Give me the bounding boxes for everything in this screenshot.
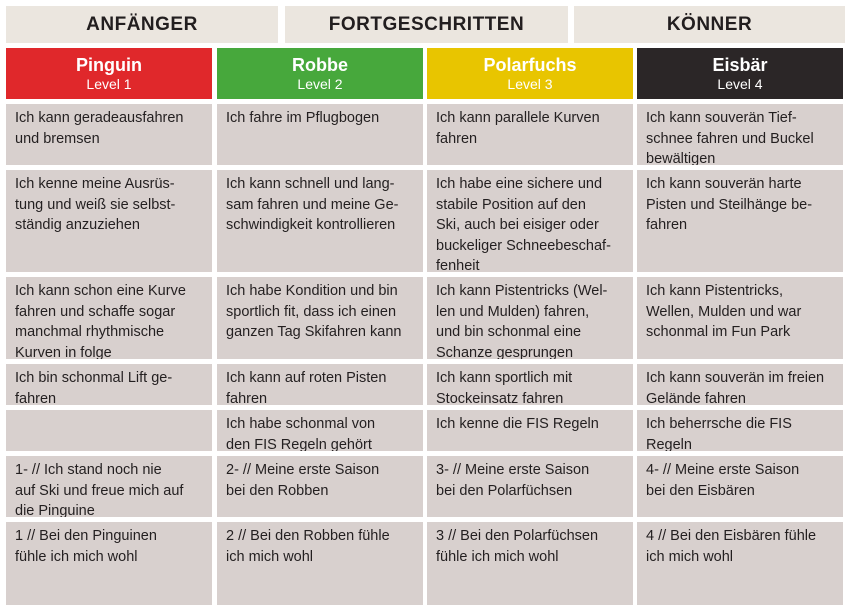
category-beginner: ANFÄNGER [6, 6, 278, 43]
skill-text-line: 1- // Ich stand noch nie [15, 462, 162, 478]
skill-text-line: sam fahren und meine Ge- [226, 196, 399, 213]
skill-text-line: bei den Polarfüchsen [436, 482, 573, 499]
skill-text-line: ständig anzuziehen [15, 217, 140, 233]
skill-cell-robbe [217, 456, 423, 517]
skill-cell-polarfuchs [427, 410, 633, 451]
skill-text-line: Regeln [646, 436, 692, 451]
level-header-robbe [217, 48, 423, 99]
skill-text-line: Wellen, Mulden und war [646, 303, 802, 320]
skill-text-line: Ich habe schonmal von [226, 416, 376, 432]
skill-text-line: schwindigkeit kontrollieren [226, 217, 396, 233]
skill-text-line: und bin schonmal eine [436, 324, 582, 340]
skill-text-line: bewältigen [646, 151, 716, 165]
skill-text-line: fahren und schaffe sogar [15, 303, 176, 320]
skill-text-line: Ich kenne die FIS Regeln [436, 416, 599, 432]
skill-cell-pinguin [6, 410, 212, 451]
skill-text-line: Ich kann souverän harte [646, 176, 802, 192]
level-name: Robbe [292, 55, 348, 76]
level-number: Level 2 [297, 75, 343, 92]
skill-text-line: Ich kann schon eine Kurve [15, 283, 186, 299]
skill-text-line: Stockeinsatz fahren [436, 390, 564, 405]
skill-text-line: Pisten und Steilhänge be- [646, 196, 813, 213]
category-advanced: FORTGESCHRITTEN [285, 6, 568, 43]
skill-text-line: Ich kann schnell und lang- [226, 176, 395, 192]
category-expert: KÖNNER [574, 6, 845, 43]
skill-cell-eisbaer [637, 522, 843, 605]
level-number: Level 1 [86, 75, 132, 92]
level-header-polarfuchs [427, 48, 633, 99]
skill-cell-robbe [217, 410, 423, 451]
skill-text-line: die Pinguine [15, 503, 95, 517]
skill-cell-eisbaer [637, 104, 843, 165]
skill-text-line: tung und weiß sie selbst- [15, 196, 176, 213]
skill-text-line: Schanze gesprungen [436, 344, 574, 359]
skill-text-line: schonmal im Fun Park [646, 324, 791, 340]
skill-cell-polarfuchs [427, 277, 633, 359]
skill-text-line: Ich kann Pistentricks, [646, 283, 783, 299]
skill-text-line: sportlich fit, dass ich einen [226, 303, 397, 320]
skill-text-line: Ich kann sportlich mit [436, 370, 573, 386]
skill-cell-polarfuchs [427, 364, 633, 405]
skill-text-line: buckeliger Schneebeschaf- [436, 237, 611, 254]
skill-text-line: 2- // Meine erste Saison [226, 462, 380, 478]
skill-cell-polarfuchs [427, 170, 633, 272]
skill-text-line: 4 // Bei den Eisbären fühle [646, 528, 817, 544]
skill-text-line: 1 // Bei den Pinguinen [15, 528, 157, 544]
skill-text-line: und bremsen [15, 130, 100, 147]
skill-text-line: Ski, auch bei eisiger oder [436, 217, 599, 233]
skill-cell-eisbaer [637, 410, 843, 451]
level-name: Polarfuchs [483, 55, 577, 76]
skill-cell-robbe [217, 522, 423, 605]
skill-text-line: bei den Robben [226, 482, 329, 499]
skill-text-line: Ich habe Kondition und bin [226, 283, 398, 299]
skill-text-line: Ich kann parallele Kurven [436, 110, 600, 126]
skill-text-line: fühle ich mich wohl [15, 548, 138, 565]
skill-cell-eisbaer [637, 456, 843, 517]
skill-cell-robbe [217, 277, 423, 359]
level-number: Level 3 [507, 75, 553, 92]
skill-cell-robbe [217, 364, 423, 405]
skill-text-line: Ich beherrsche die FIS [646, 416, 792, 432]
skill-cell-eisbaer [637, 170, 843, 272]
skill-text-line: ich mich wohl [646, 548, 734, 565]
skill-text-line: Ich kann auf roten Pisten [226, 370, 387, 386]
skill-text-line: fenheit [436, 258, 480, 272]
skill-text-line: fühle ich mich wohl [436, 548, 559, 565]
skill-text-line: Ich fahre im Pflugbogen [226, 110, 380, 126]
skill-text-line: Ich kann souverän im freien [646, 370, 825, 386]
skill-cell-pinguin [6, 364, 212, 405]
skill-cell-polarfuchs [427, 522, 633, 605]
skill-cell-robbe [217, 104, 423, 165]
skill-text-line: schnee fahren und Buckel [646, 130, 814, 147]
skill-text-line: 3- // Meine erste Saison [436, 462, 590, 478]
skill-text-line: Ich kenne meine Ausrüs- [15, 176, 175, 192]
skill-text-line: bei den Eisbären [646, 482, 755, 499]
skill-text-line: ich mich wohl [226, 548, 314, 565]
skill-text-line: Ich kann Pistentricks (Wel- [436, 283, 608, 299]
skill-cell-eisbaer [637, 364, 843, 405]
skill-cell-eisbaer [637, 277, 843, 359]
skill-cell-polarfuchs [427, 104, 633, 165]
skill-text-line: 3 // Bei den Polarfüchsen [436, 528, 599, 544]
skill-cell-robbe [217, 170, 423, 272]
skill-cell-pinguin [6, 456, 212, 517]
skill-text-line: Ich kann souverän Tief- [646, 110, 797, 126]
skill-cell-pinguin [6, 170, 212, 272]
level-header-pinguin [6, 48, 212, 99]
skill-text-line: fahren [15, 390, 57, 405]
skill-text-line: Ich habe eine sichere und [436, 176, 603, 192]
level-header-eisbaer [637, 48, 843, 99]
skill-text-line: Gelände fahren [646, 390, 746, 405]
skill-text-line: Kurven in folge [15, 344, 112, 359]
skill-text-line: Ich kann geradeausfahren [15, 110, 184, 126]
skill-text-line: fahren [646, 217, 688, 233]
skill-text-line: stabile Position auf den [436, 196, 586, 213]
skill-text-line: 4- // Meine erste Saison [646, 462, 800, 478]
skill-text-line: 2 // Bei den Robben fühle [226, 528, 390, 544]
level-name: Pinguin [76, 55, 142, 76]
skill-cell-pinguin [6, 104, 212, 165]
skill-text-line: len und Mulden) fahren, [436, 303, 590, 320]
skill-cell-pinguin [6, 277, 212, 359]
level-name: Eisbär [712, 55, 768, 76]
skill-text-line: fahren [226, 390, 268, 405]
skill-cell-polarfuchs [427, 456, 633, 517]
skill-text-line: Ich bin schonmal Lift ge- [15, 370, 173, 386]
skill-text-line: auf Ski und freue mich auf [15, 482, 184, 499]
skill-text-line: manchmal rhythmische [15, 324, 165, 340]
skill-cell-pinguin [6, 522, 212, 605]
level-number: Level 4 [717, 75, 763, 92]
skill-text-line: fahren [436, 130, 478, 147]
skill-text-line: den FIS Regeln gehört [226, 436, 372, 451]
skill-text-line: ganzen Tag Skifahren kann [226, 324, 402, 340]
